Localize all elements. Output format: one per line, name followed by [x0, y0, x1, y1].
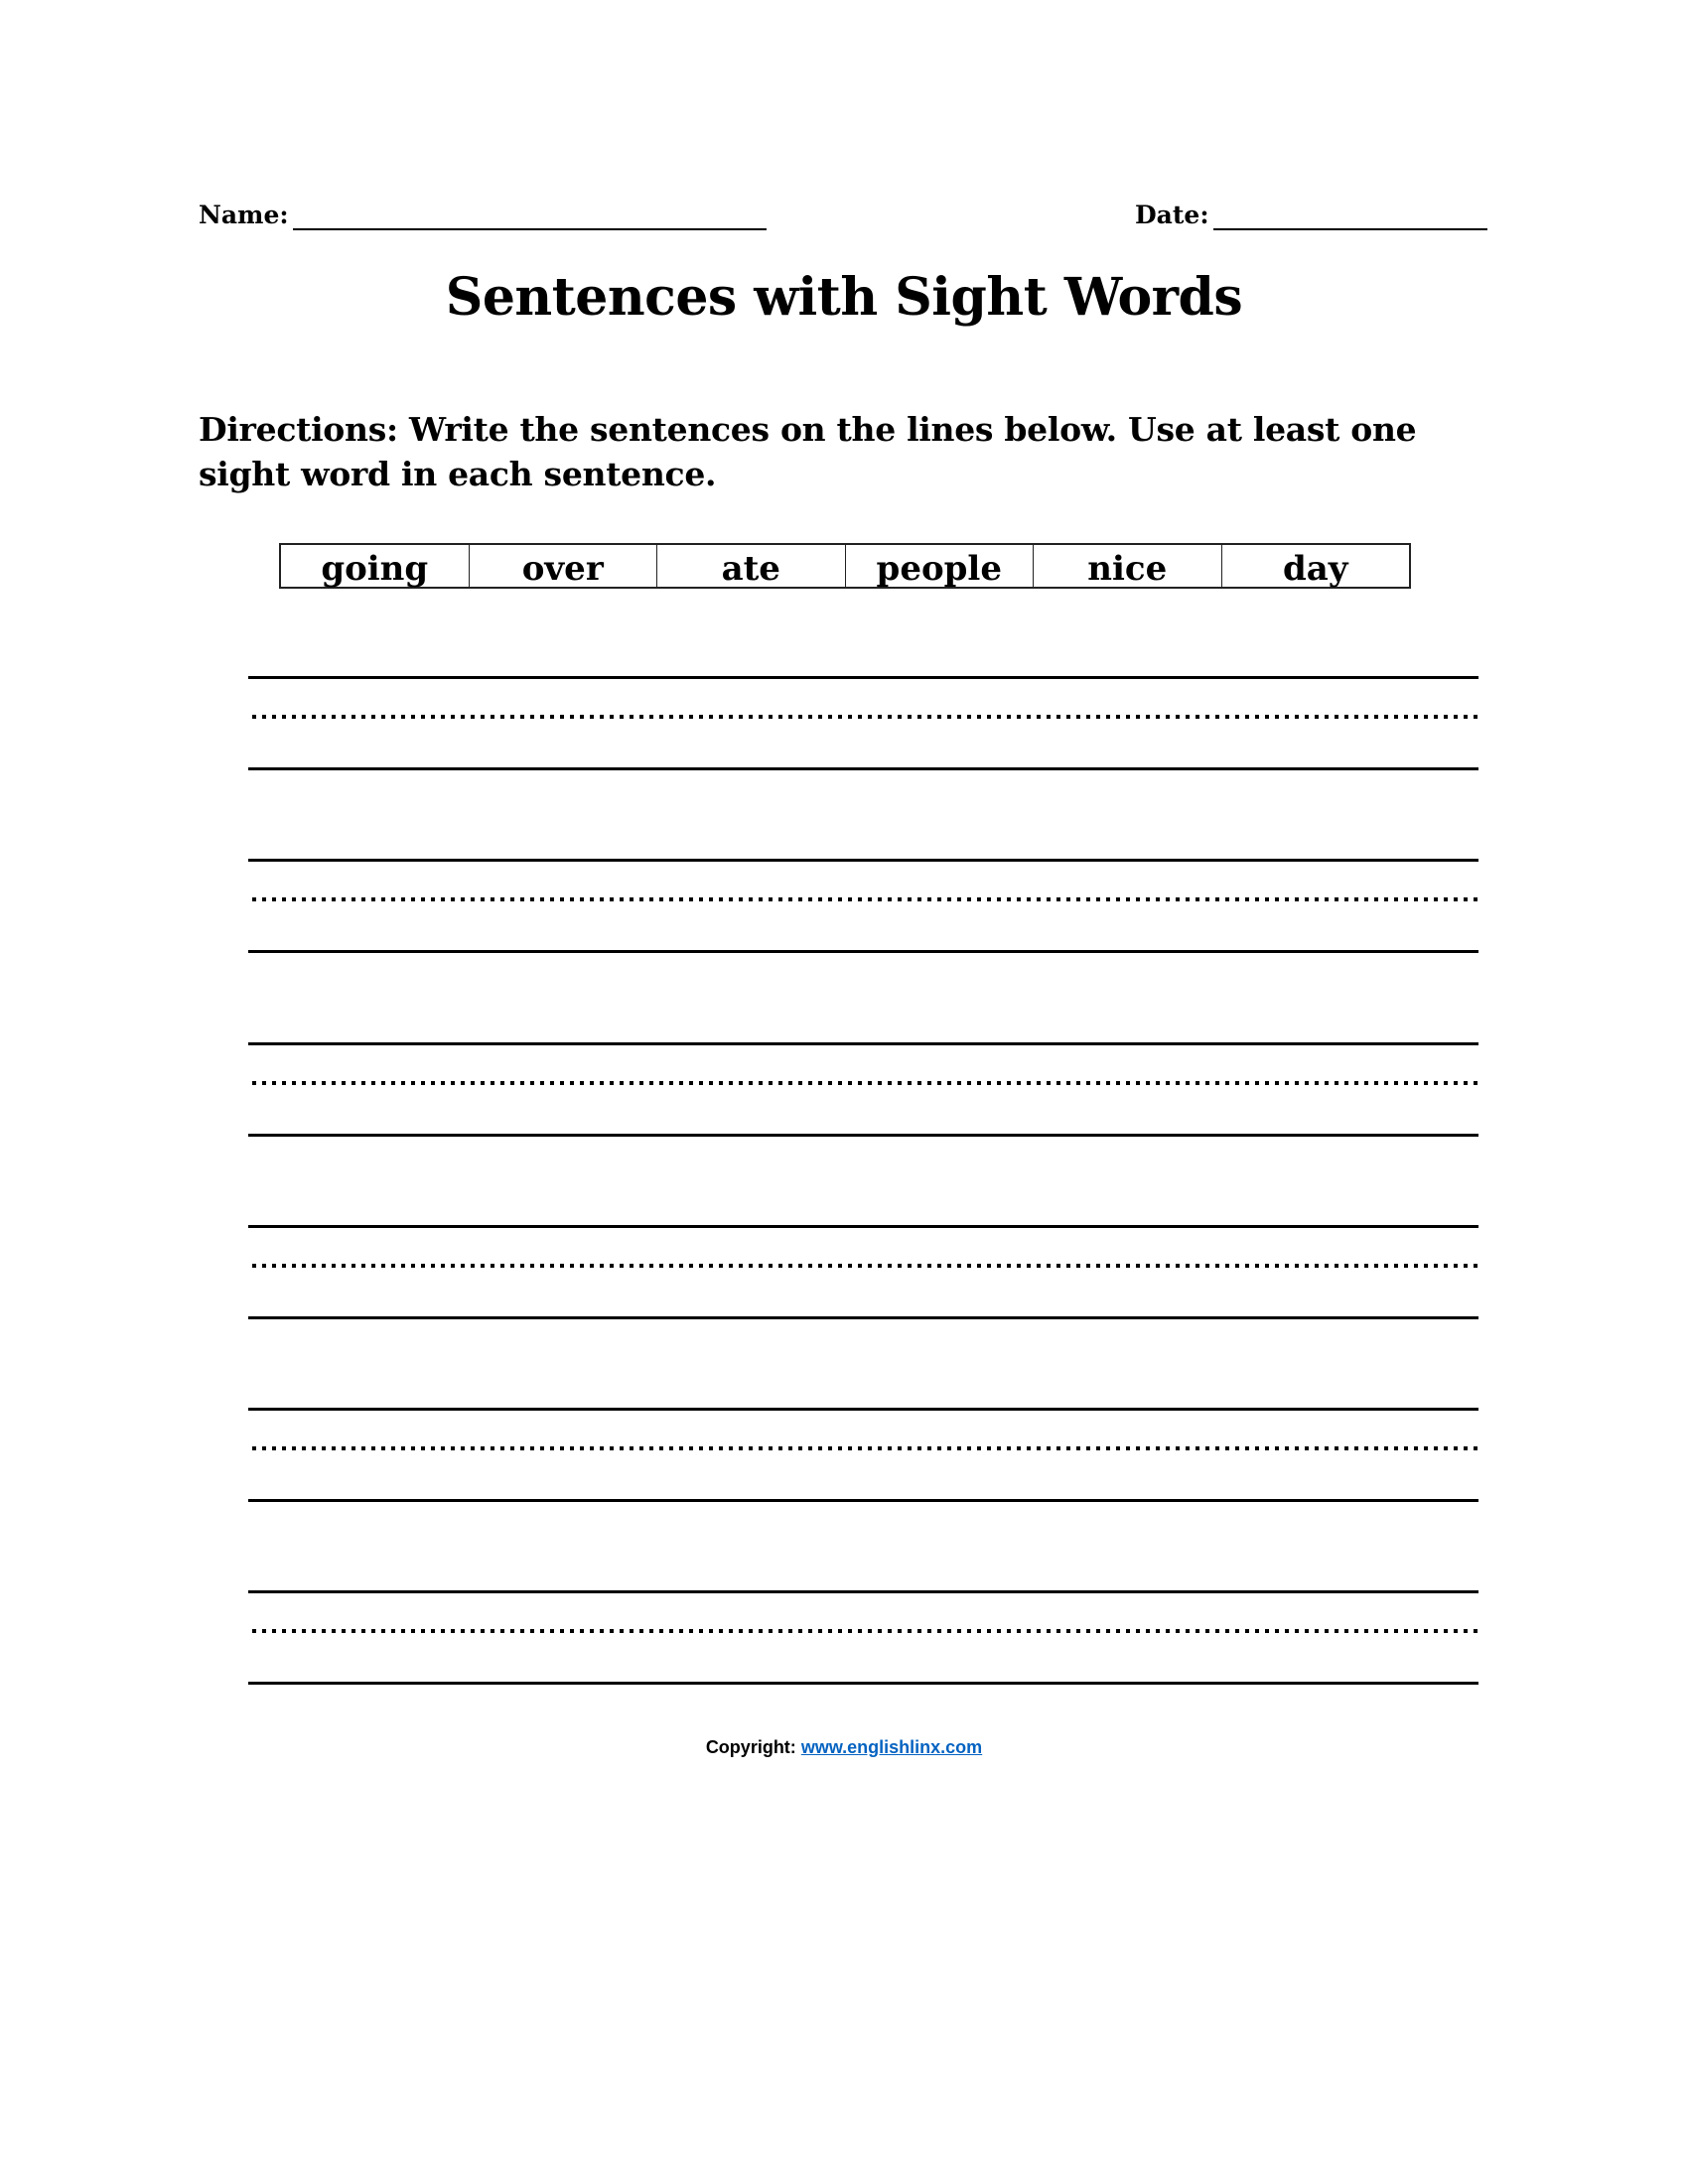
page-title: Sentences with Sight Words [445, 267, 1243, 328]
base-line [248, 1316, 1478, 1319]
writing-lines-5[interactable] [248, 1408, 1478, 1502]
base-line [248, 950, 1478, 953]
top-line [248, 1225, 1478, 1228]
name-label: Name: [199, 201, 289, 229]
midline-dotted [252, 1081, 1478, 1085]
top-line [248, 1042, 1478, 1045]
date-label: Date: [1135, 201, 1209, 229]
directions-text: Directions: Write the sentences on the lines below. Use at least one sight word in each sentence. [199, 410, 1417, 493]
word-bank-cell: going [281, 545, 470, 589]
top-line [248, 676, 1478, 679]
midline-dotted [252, 1264, 1478, 1268]
midline-dotted [252, 715, 1478, 719]
midline-dotted [252, 897, 1478, 901]
word-bank-cell: people [846, 545, 1035, 589]
base-line [248, 767, 1478, 770]
word-bank-cell: nice [1034, 545, 1222, 589]
top-line [248, 1590, 1478, 1593]
midline-dotted [252, 1629, 1478, 1633]
copyright-label: Copyright: [705, 1737, 796, 1757]
base-line [248, 1499, 1478, 1502]
top-line [248, 859, 1478, 862]
writing-lines-6[interactable] [248, 1590, 1478, 1685]
date-field[interactable] [1213, 228, 1487, 230]
name-field[interactable] [293, 228, 767, 230]
word-bank-cell: over [470, 545, 658, 589]
word-bank-cell: ate [657, 545, 846, 589]
word-bank-table [279, 543, 1411, 589]
top-line [248, 1408, 1478, 1411]
base-line [248, 1134, 1478, 1137]
writing-lines-1[interactable] [248, 676, 1478, 770]
website-link[interactable]: www.englishlinx.com [800, 1737, 983, 1757]
copyright-footer [0, 1735, 1688, 1759]
writing-lines-2[interactable] [248, 859, 1478, 953]
midline-dotted [252, 1446, 1478, 1450]
word-bank-cell: day [1282, 549, 1348, 589]
base-line [248, 1682, 1478, 1685]
writing-lines-4[interactable] [248, 1225, 1478, 1319]
writing-lines-3[interactable] [248, 1042, 1478, 1137]
